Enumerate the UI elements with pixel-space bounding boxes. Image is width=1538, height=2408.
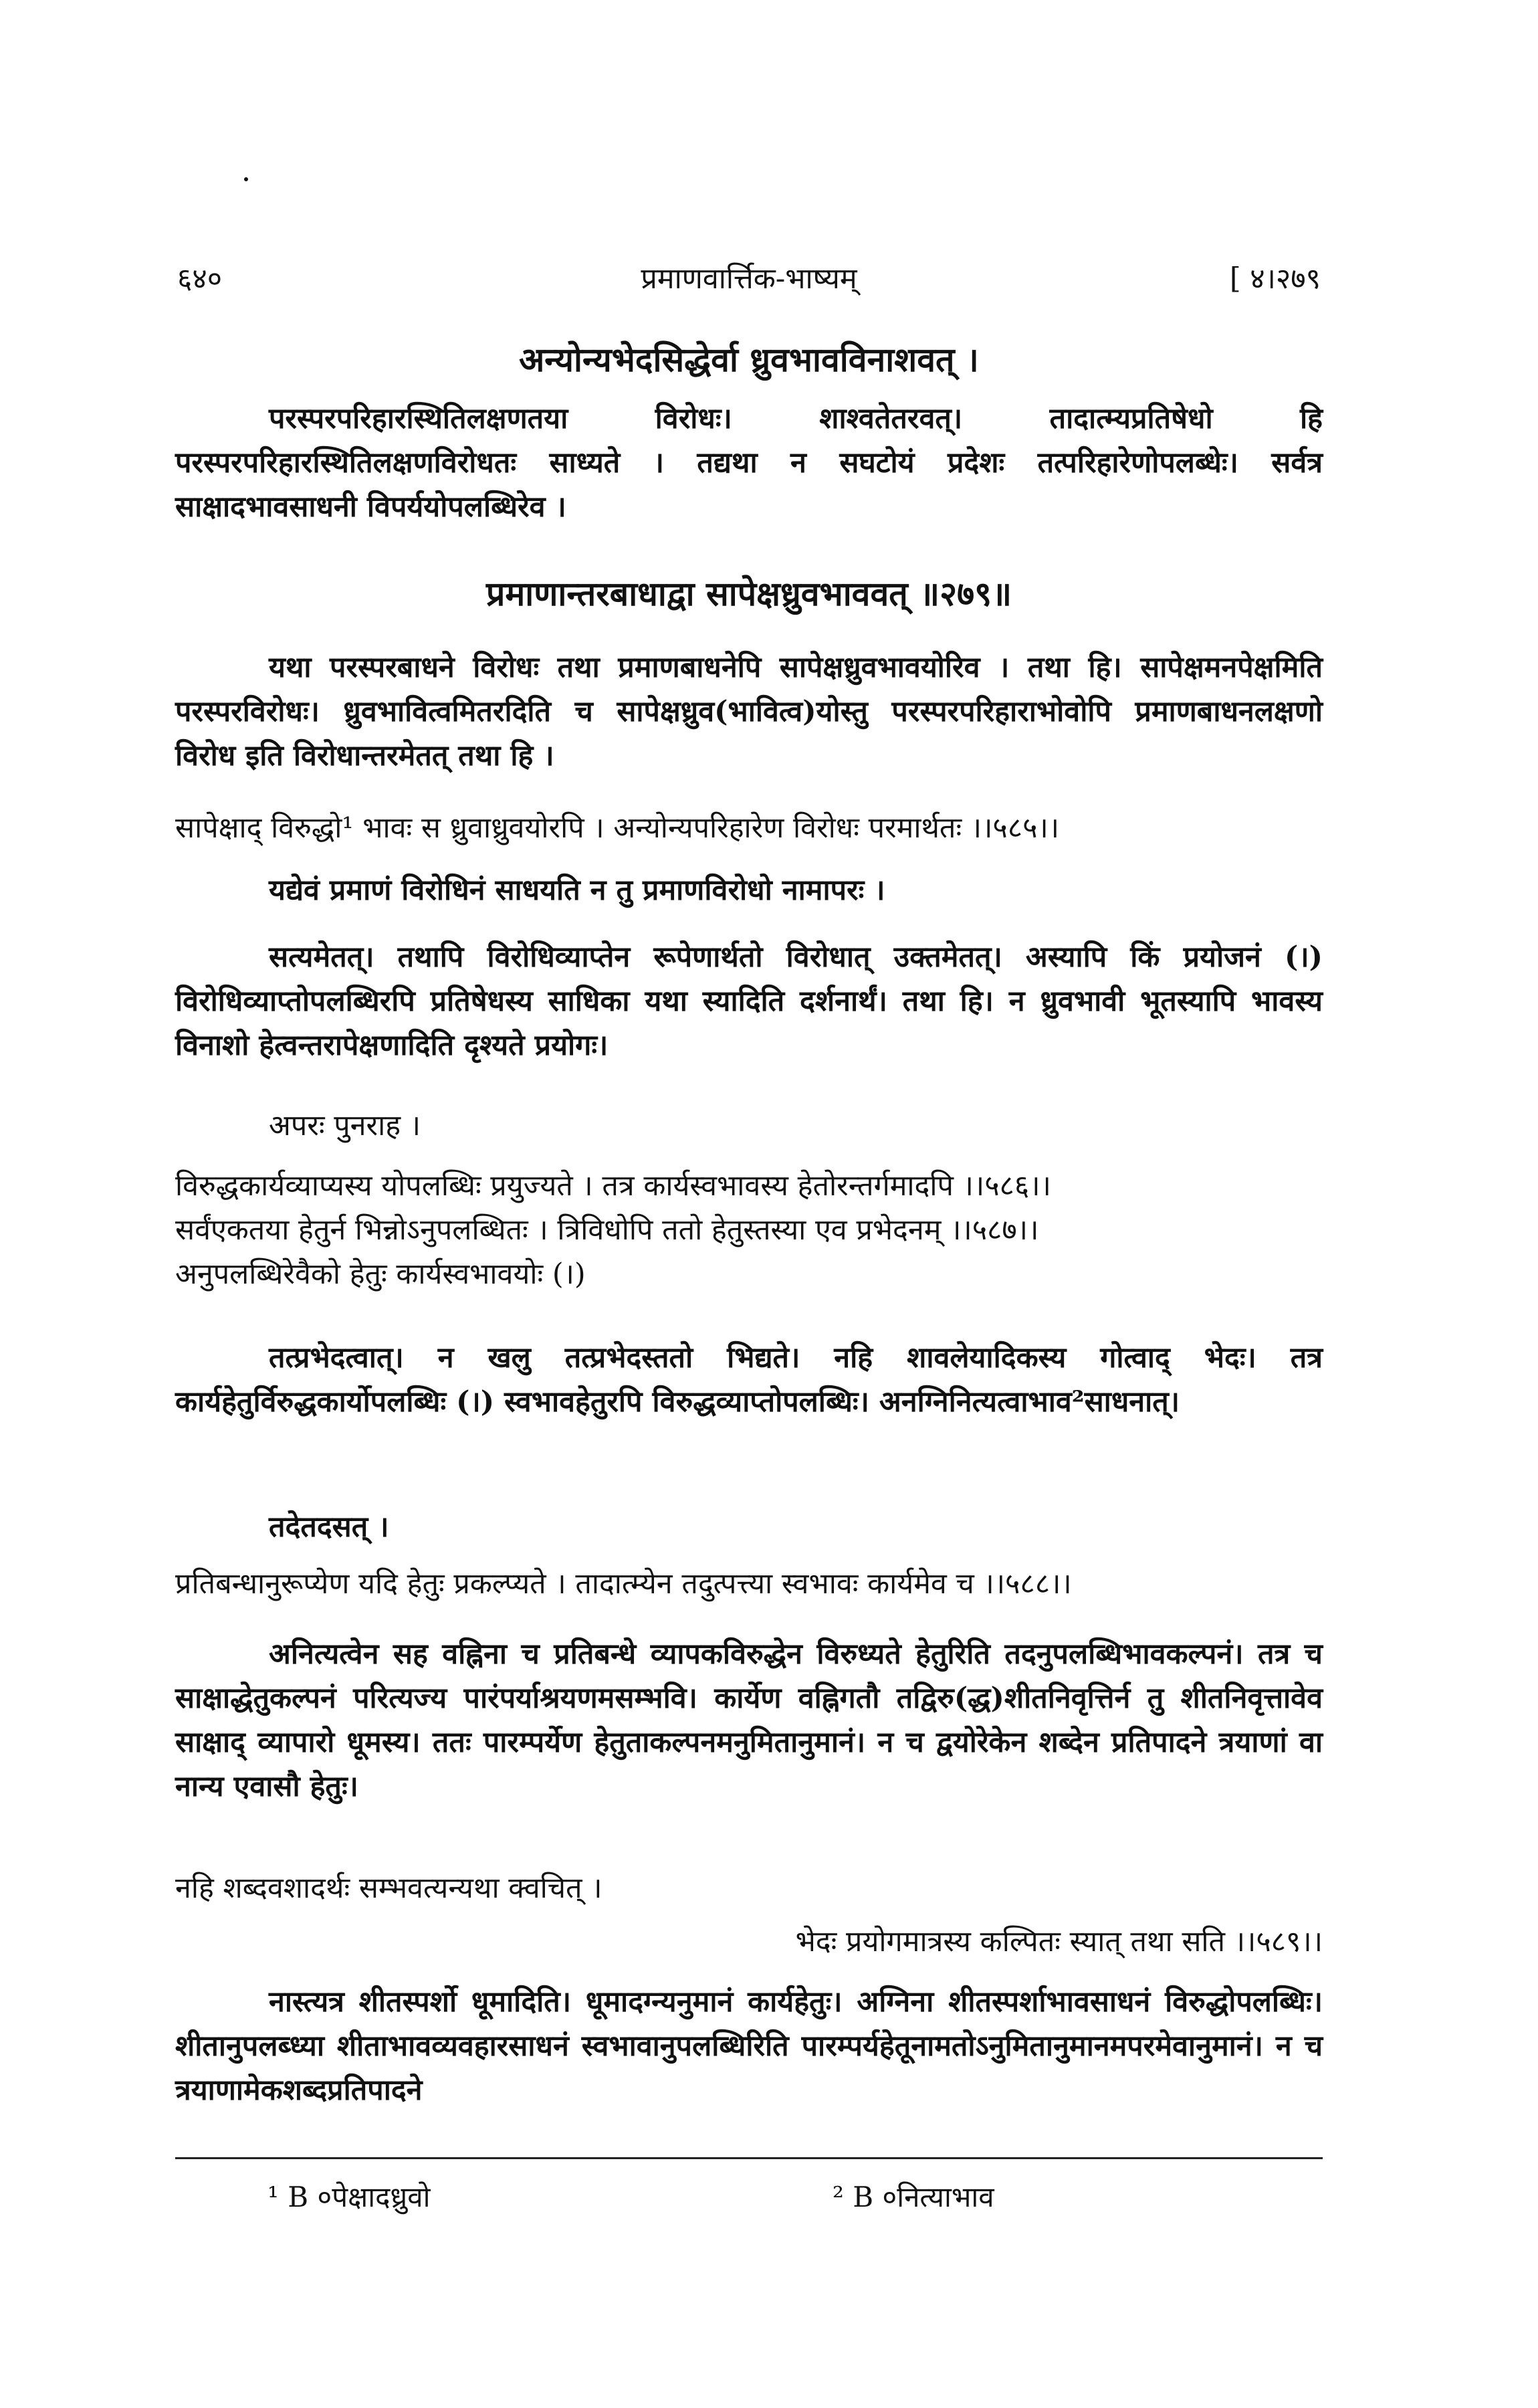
quoted-verse: सापेक्षाद् विरुद्धो¹ भावः स ध्रुवाध्रुवयोरपि । अन्योन्यपरिहारेण विरोधः परमार्थतः ।।५८५।। bbox=[175, 811, 1060, 845]
verse-reference: [ ४।२७९ bbox=[1229, 262, 1321, 296]
commentary-paragraph: नास्त्यत्र शीतस्पर्शो धूमादिति। धूमादग्न्यनुमानं कार्यहेतुः। अग्निना शीतस्पर्शाभावसाधनं विरुद्धोपलब्धिः। शीतानुपलब्ध्या शीताभावव्यवहारसाधनं स्वभावानुपलब्धिरिति पारम्पर्यहेतूनामतोऽनुमितानुमानमपरमेवानुमानं। न च त्रयाणामेकशब्दप्रतिपादने bbox=[175, 1985, 1323, 2107]
commentary-paragraph: यद्येवं प्रमाणं विरोधिनं साधयति न तु प्रमाणविरोधो नामापरः । bbox=[269, 874, 885, 907]
commentary-paragraph: तदेतदसत् । bbox=[269, 1510, 389, 1544]
commentary-paragraph: सत्यमेतत्। तथापि विरोधिव्याप्तेन रूपेणार्थतो विरोधात् उक्तमेतत्। अस्यापि किं प्रयोजनं (।) विरोधिव्याप्तोपलब्धिरपि प्रतिषेधस्य साधिका यथा स्यादिति दर्शनार्थं। तथा हि। न ध्रुवभावी भूतस्यापि भावस्य विनाशो हेत्वन्तरापेक्षणादिति दृश्यते प्रयोगः। bbox=[175, 940, 1323, 1062]
commentary-paragraph: यथा परस्परबाधने विरोधः तथा प्रमाणबाधनेपि सापेक्षध्रुवभावयोरिव । तथा हि। सापेक्षमनपेक्षमिति परस्परविरोधः। ध्रुवभावित्वमितरदिति च सापेक्षध्रुव(भावित्व)योस्तु परस्परपरिहाराभोवोपि प्रमाणबाधनलक्षणो विरोध इति विरोधान्तरमेतत् तथा हि । bbox=[175, 651, 1323, 773]
stray-mark bbox=[244, 177, 248, 181]
commentary-paragraph: अपरः पुनराह । bbox=[269, 1109, 421, 1142]
footnote-rule bbox=[175, 2157, 1323, 2159]
quoted-verse: अनुपलब्धिरेवैको हेतुः कार्यस्वभावयोः (।) bbox=[175, 1258, 586, 1291]
footnote: ¹ B ०पेक्षादध्रुवो bbox=[267, 2181, 431, 2213]
page-number: ६४० bbox=[177, 262, 223, 296]
quoted-verse: सर्वंएकतया हेतुर्न भिन्नोऽनुपलब्धितः । त्रिविधोपि ततो हेतुस्तस्या एव प्रभेदनम् ।।५८७।। bbox=[175, 1213, 1039, 1247]
karika-verse: प्रमाणान्तरबाधाद्वा सापेक्षध्रुवभाववत् ॥२७९॥ bbox=[485, 574, 1012, 613]
running-header bbox=[177, 258, 1321, 298]
running-title: प्रमाणवार्त्तिक-भाष्यम् bbox=[641, 262, 857, 296]
commentary-paragraph: परस्परपरिहारस्थितिलक्षणतया विरोधः। शाश्वतेतरवत्। तादात्म्यप्रतिषेधो हि परस्परपरिहारस्थितिलक्षणविरोधतः साध्यते । तद्यथा न सघटोयं प्रदेशः तत्परिहारेणोपलब्धेः। सर्वत्र साक्षादभावसाधनी विपर्ययोपलब्धिरेव । bbox=[175, 402, 1323, 524]
quoted-verse: नहि शब्दवशादर्थः सम्भवत्यन्यथा क्वचित् । bbox=[175, 1872, 602, 1905]
quoted-verse: भेदः प्रयोगमात्रस्य कल्पितः स्यात् तथा सति ।।५८९।। bbox=[795, 1925, 1323, 1959]
quoted-verse: प्रतिबन्धानुरूप्येण यदि हेतुः प्रकल्प्यते । तादात्म्येन तदुत्पत्त्या स्वभावः कार्यमेव च ।।५८८।। bbox=[175, 1567, 1072, 1601]
footnote: ² B ०नित्याभाव bbox=[833, 2181, 994, 2213]
quoted-verse: विरुद्धकार्यव्याप्यस्य योपलब्धिः प्रयुज्यते । तत्र कार्यस्वभावस्य हेतोरन्तर्गमादपि ।।५८६।। bbox=[175, 1169, 1051, 1203]
karika-verse: अन्योन्यभेदसिद्धेर्वा ध्रुवभावविनाशवत् । bbox=[519, 340, 979, 379]
commentary-paragraph: तत्प्रभेदत्वात्। न खलु तत्प्रभेदस्ततो भिद्यते। नहि शावलेयादिकस्य गोत्वाद् भेदः। तत्र कार्यहेतुर्विरुद्धकार्योपलब्धिः (।) स्वभावहेतुरपि विरुद्धव्याप्तोपलब्धिः। अनग्निनित्यत्वाभाव²साधनात्। bbox=[175, 1341, 1323, 1419]
commentary-paragraph: अनित्यत्वेन सह वह्निना च प्रतिबन्धे व्यापकविरुद्धेन विरुध्यते हेतुरिति तदनुपलब्धिभावकल्पनं। तत्र च साक्षाद्धेतुकल्पनं परित्यज्य पारंपर्याश्रयणमसम्भवि। कार्येण वह्निगतौ तद्विरु(द्ध)शीतनिवृत्तिर्न तु शीतनिवृत्तावेव साक्षाद् व्यापारो धूमस्य। ततः पारम्पर्येण हेतुताकल्पनमनुमितानुमानं। न च द्वयोरेकेन शब्देन प्रतिपादने त्रयाणां वा नान्य एवासौ हेतुः। bbox=[175, 1637, 1323, 1803]
